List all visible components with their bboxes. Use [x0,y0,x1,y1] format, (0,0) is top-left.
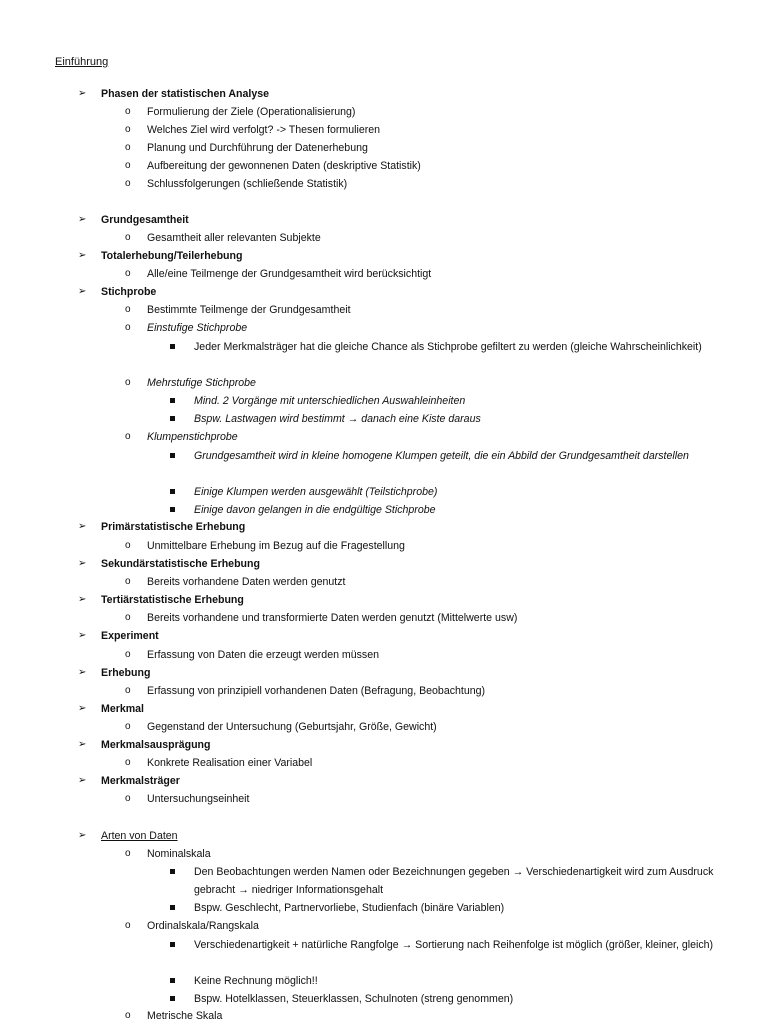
outline-item-text: Bspw. Geschlecht, Partnervorliebe, Studienfach (binäre Variablen) [194,902,505,914]
circle-bullet-icon: o [125,322,131,333]
outline-item-level-2 [0,1007,768,1025]
outline-item-level-2 [0,319,768,337]
square-bullet-icon [170,398,175,403]
outline-item-level-2 [0,573,768,591]
arrow-bullet-icon: ➢ [78,739,87,750]
outline-item-level-3 [0,863,768,896]
square-bullet-icon [170,978,175,983]
circle-bullet-icon: o [125,793,131,804]
square-bullet-icon [170,942,175,947]
outline-item-level-3 [0,447,768,465]
outline-item-level-2 [0,682,768,700]
outline-item-text: Schlussfolgerungen (schließende Statistik) [147,178,348,190]
outline-item-text: Klumpenstichprobe [147,431,238,443]
outline-item-text: Ordinalskala/Rangskala [147,920,259,932]
outline-item-text: Untersuchungseinheit [147,793,250,805]
outline-item-level-2 [0,428,768,446]
circle-bullet-icon: o [125,142,131,153]
outline-item-level-2 [0,646,768,664]
outline-item-level-1 [0,247,768,265]
square-bullet-icon [170,489,175,494]
circle-bullet-icon: o [125,920,131,931]
circle-bullet-icon: o [125,721,131,732]
arrow-bullet-icon: ➢ [78,667,87,678]
outline-item-text: Experiment [101,630,159,642]
outline-item-level-2 [0,374,768,392]
outline-item-text: Bspw. Lastwagen wird bestimmt → danach eine Kiste daraus [194,413,481,425]
outline-item-level-3 [0,501,768,519]
square-bullet-icon [170,453,175,458]
circle-bullet-icon: o [125,232,131,243]
outline-item-level-2 [0,301,768,319]
outline-item-text: Aufbereitung der gewonnenen Daten (deskriptive Statistik) [147,160,421,172]
outline-item-level-1 [0,827,768,845]
outline-item-text: Merkmalsausprägung [101,739,211,751]
outline-item-text: Einige Klumpen werden ausgewählt (Teilstichprobe) [194,486,438,498]
outline-item-text: Den Beobachtungen werden Namen oder Bezeichnungen gegeben → Verschiedenartigkeit wird zum Ausdruck gebracht → niedriger Informationsgehalt [194,866,714,896]
outline-item-level-2 [0,265,768,283]
arrow-bullet-icon: ➢ [78,775,87,786]
outline-item-level-1 [0,211,768,229]
outline-item-text: Nominalskala [147,848,211,860]
outline-item-level-2 [0,754,768,772]
outline-item-level-1 [0,518,768,536]
outline-item-level-3 [0,392,768,410]
arrow-bullet-icon: ➢ [78,558,87,569]
outline-item-level-2 [0,121,768,139]
outline-item-text: Arten von Daten [101,830,178,842]
circle-bullet-icon: o [125,576,131,587]
square-bullet-icon [170,996,175,1001]
outline-item-text: Bestimmte Teilmenge der Grundgesamtheit [147,304,351,316]
outline-item-text: Erfassung von Daten die erzeugt werden müssen [147,649,380,661]
outline-item-level-2 [0,609,768,627]
arrow-bullet-icon: ➢ [78,250,87,261]
outline-item-level-1 [0,591,768,609]
outline-item-level-1 [0,772,768,790]
outline-item-level-1 [0,627,768,645]
outline-item-text: Gegenstand der Untersuchung (Geburtsjahr, Größe, Gewicht) [147,721,437,733]
circle-bullet-icon: o [125,685,131,696]
arrow-bullet-icon: ➢ [78,630,87,641]
outline-item-text: Stichprobe [101,286,157,298]
circle-bullet-icon: o [125,649,131,660]
outline-item-level-1 [0,700,768,718]
outline-item-text: Formulierung der Ziele (Operationalisierung) [147,106,356,118]
outline-item-text: Einstufige Stichprobe [147,322,248,334]
outline-item-text: Verschiedenartigkeit + natürliche Rangfolge → Sortierung nach Reihenfolge ist möglich (größer, kleiner, gleich) [194,939,714,951]
outline-item-text: Merkmalsträger [101,775,180,787]
outline-item-level-1 [0,555,768,573]
circle-bullet-icon: o [125,431,131,442]
outline-item-level-2 [0,103,768,121]
square-bullet-icon [170,416,175,421]
outline-item-text: Bereits vorhandene Daten werden genutzt [147,576,346,588]
circle-bullet-icon: o [125,848,131,859]
outline-item-level-3 [0,338,768,356]
outline-item-level-1 [0,283,768,301]
outline-item-text: Erfassung von prinzipiell vorhandenen Daten (Befragung, Beobachtung) [147,685,486,697]
outline-item-level-2 [0,790,768,808]
circle-bullet-icon: o [125,757,131,768]
arrow-bullet-icon: ➢ [78,214,87,225]
outline-item-level-2 [0,175,768,193]
circle-bullet-icon: o [125,540,131,551]
outline-item-text: Welches Ziel wird verfolgt? -> Thesen formulieren [147,124,381,136]
outline-item-text: Unmittelbare Erhebung im Bezug auf die Fragestellung [147,540,405,552]
outline-item-text: Mind. 2 Vorgänge mit unterschiedlichen Auswahleinheiten [194,395,466,407]
circle-bullet-icon: o [125,304,131,315]
outline-item-text: Primärstatistische Erhebung [101,521,246,533]
outline-item-text: Erhebung [101,667,151,679]
outline-item-text: Bereits vorhandene und transformierte Daten werden genutzt (Mittelwerte usw) [147,612,518,624]
outline-item-text: Planung und Durchführung der Datenerhebung [147,142,368,154]
outline-item-text: Alle/eine Teilmenge der Grundgesamtheit wird berücksichtigt [147,268,432,280]
circle-bullet-icon: o [125,124,131,135]
outline-item-text: Jeder Merkmalsträger hat die gleiche Chance als Stichprobe gefiltert zu werden (gleiche Wahrscheinlichkeit) [194,341,702,353]
circle-bullet-icon: o [125,612,131,623]
arrow-bullet-icon: ➢ [78,830,87,841]
outline-item-text: Merkmal [101,703,144,715]
outline-item-text: Grundgesamtheit wird in kleine homogene Klumpen geteilt, die ein Abbild der Grundgesamtheit darstellen [194,450,689,462]
square-bullet-icon [170,869,175,874]
outline-item-text: Konkrete Realisation einer Variabel [147,757,313,769]
outline-item-level-3 [0,899,768,917]
outline-item-level-3 [0,410,768,428]
outline-item-text: Keine Rechnung möglich!! [194,975,318,987]
outline-item-text: Gesamtheit aller relevanten Subjekte [147,232,321,244]
arrow-bullet-icon: ➢ [78,594,87,605]
outline-item-text: Phasen der statistischen Analyse [101,88,269,100]
outline-item-level-3 [0,936,768,954]
outline-item-level-2 [0,229,768,247]
square-bullet-icon [170,507,175,512]
circle-bullet-icon: o [125,106,131,117]
circle-bullet-icon: o [125,268,131,279]
outline-item-level-2 [0,718,768,736]
outline-item-text: Grundgesamtheit [101,214,189,226]
circle-bullet-icon: o [125,1010,131,1021]
outline-item-level-2 [0,157,768,175]
outline-item-level-2 [0,845,768,863]
outline-item-level-1 [0,736,768,754]
arrow-bullet-icon: ➢ [78,88,87,99]
square-bullet-icon [170,905,175,910]
arrow-bullet-icon: ➢ [78,286,87,297]
arrow-bullet-icon: ➢ [78,703,87,714]
outline-item-text: Bspw. Hotelklassen, Steuerklassen, Schulnoten (streng genommen) [194,993,514,1005]
outline-item-text: Tertiärstatistische Erhebung [101,594,244,606]
circle-bullet-icon: o [125,178,131,189]
outline-item-text: Sekundärstatistische Erhebung [101,558,260,570]
outline-item-level-2 [0,537,768,555]
arrow-bullet-icon: ➢ [78,521,87,532]
outline-item-level-1 [0,85,768,103]
circle-bullet-icon: o [125,377,131,388]
outline-item-text: Metrische Skala [147,1010,223,1022]
outline-item-level-2 [0,917,768,935]
outline-item-level-3 [0,972,768,990]
circle-bullet-icon: o [125,160,131,171]
outline-item-text: Einige davon gelangen in die endgültige Stichprobe [194,504,436,516]
section-heading: Einführung [55,56,109,68]
outline-item-level-2 [0,139,768,157]
outline-item-text: Totalerhebung/Teilerhebung [101,250,243,262]
outline-item-text: Mehrstufige Stichprobe [147,377,256,389]
square-bullet-icon [170,344,175,349]
outline-item-level-1 [0,664,768,682]
outline-item-level-3 [0,990,768,1008]
outline-item-level-3 [0,483,768,501]
